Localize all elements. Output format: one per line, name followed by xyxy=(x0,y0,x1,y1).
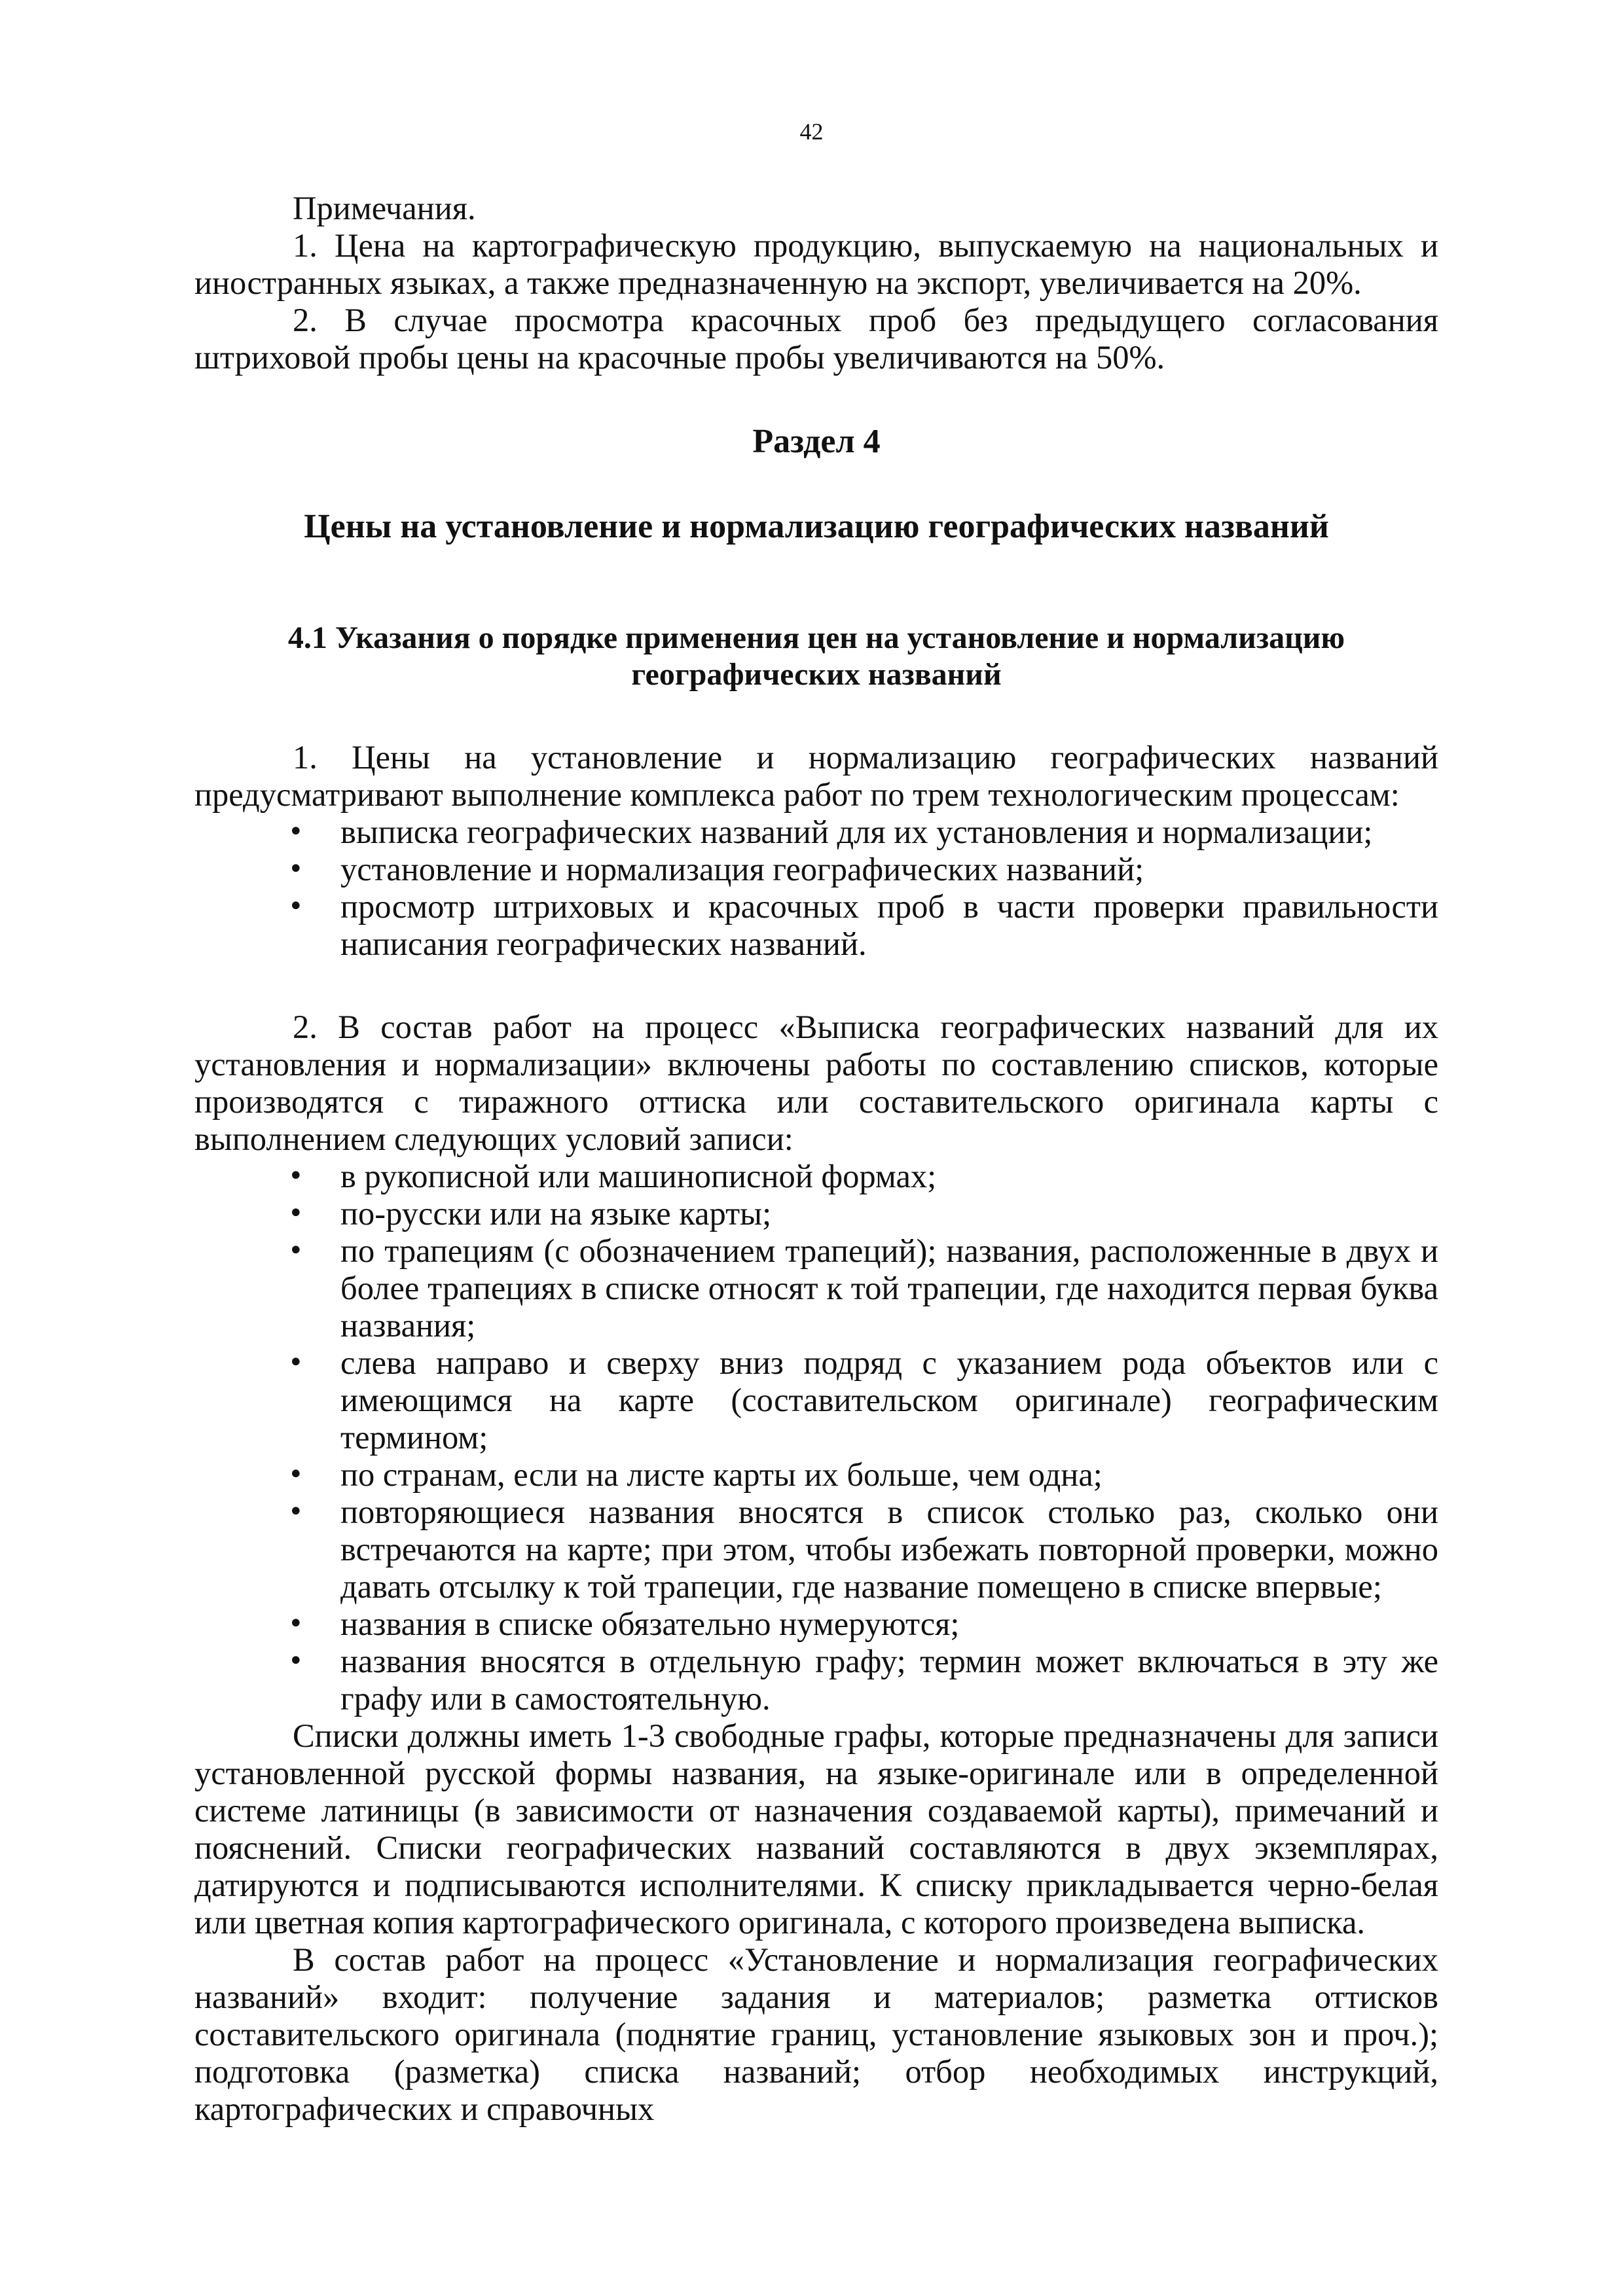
notes-heading: Примечания. xyxy=(293,190,476,226)
list-item: • установление и нормализация географических названий; xyxy=(194,851,1438,888)
note-1: 1. Цена на картографическую продукцию, выпускаемую на национальных и иностранных языках, а также предназначенную на экспорт, увеличивается на 20%. xyxy=(194,227,1438,301)
paragraph-4: В состав работ на процесс «Установление и нормализация географических названий» входит: получение задания и материалов; разметка оттисков составительского оригинала (поднятие границ, установление языковых зон и проч.); подготовка (разметка) списка названий; отбор необходимых инструкций, картографических и справочных xyxy=(194,1941,1438,2127)
list-item: • слева направо и сверху вниз подряд с указанием рода объектов или с имеющимся на карте (составительском оригинале) географическим термином; xyxy=(194,1344,1438,1456)
list-item: • по-русски или на языке карты; xyxy=(194,1195,1438,1232)
subsection-title-line-1: 4.1 Указания о порядке применения цен на установление и нормализацию xyxy=(287,620,1345,655)
list-item: • выписка географических названий для их установления и нормализации; xyxy=(194,814,1438,851)
paragraph-3: Списки должны иметь 1-3 свободные графы, которые предназначены для записи установленной русской формы названия, на языке-оригинале или в определенной системе латиницы (в зависимости от назначения создаваемой карты), примечаний и пояснений. Списки географических названий составляются в двух экземплярах, датируются и подписываются исполнителями. К списку прикладывается черно-белая или цветная копия картографического оригинала, с которого произведена выписка. xyxy=(194,1717,1438,1941)
list-item: • повторяющиеся названия вносятся в список столько раз, сколько они встречаются на карте; при этом, чтобы избежать повторной проверки, можно давать отсылку к той трапеции, где название помещено в списке впервые; xyxy=(194,1494,1438,1605)
page-number: 42 xyxy=(799,118,824,145)
paragraph-1: 1. Цены на установление и нормализацию географических названий предусматривают выполнение комплекса работ по трем технологическим процессам: xyxy=(194,739,1438,813)
list-item: • просмотр штриховых и красочных проб в части проверки правильности написания географических названий. xyxy=(194,888,1438,963)
bullet-list-2 xyxy=(194,1158,1438,1717)
list-item: • по трапециям (с обозначением трапеций); названия, расположенные в двух и более трапециях в списке относят к той трапеции, где находится первая буква названия; xyxy=(194,1232,1438,1344)
section-label: Раздел 4 xyxy=(752,423,881,460)
list-item: • по странам, если на листе карты их больше, чем одна; xyxy=(194,1456,1438,1494)
list-item: • названия вносятся в отдельную графу; термин может включаться в эту же графу или в самостоятельную. xyxy=(194,1643,1438,1717)
note-2: 2. В случае просмотра красочных проб без предыдущего согласования штриховой пробы цены на красочные пробы увеличиваются на 50%. xyxy=(194,302,1438,376)
section-title: Цены на установление и нормализацию географических названий xyxy=(304,508,1329,545)
list-item: • названия в списке обязательно нумеруются; xyxy=(194,1605,1438,1643)
subsection-title-line-2: географических названий xyxy=(631,657,1002,692)
list-item: • в рукописной или машинописной формах; xyxy=(194,1158,1438,1195)
bullet-list-1 xyxy=(194,814,1438,963)
paragraph-2: 2. В состав работ на процесс «Выписка географических названий для их установления и нормализации» включены работы по составлению списков, которые производятся с тиражного оттиска или составительского оригинала карты с выполнением следующих условий записи: xyxy=(194,1009,1438,1157)
page-content xyxy=(194,190,1438,2128)
